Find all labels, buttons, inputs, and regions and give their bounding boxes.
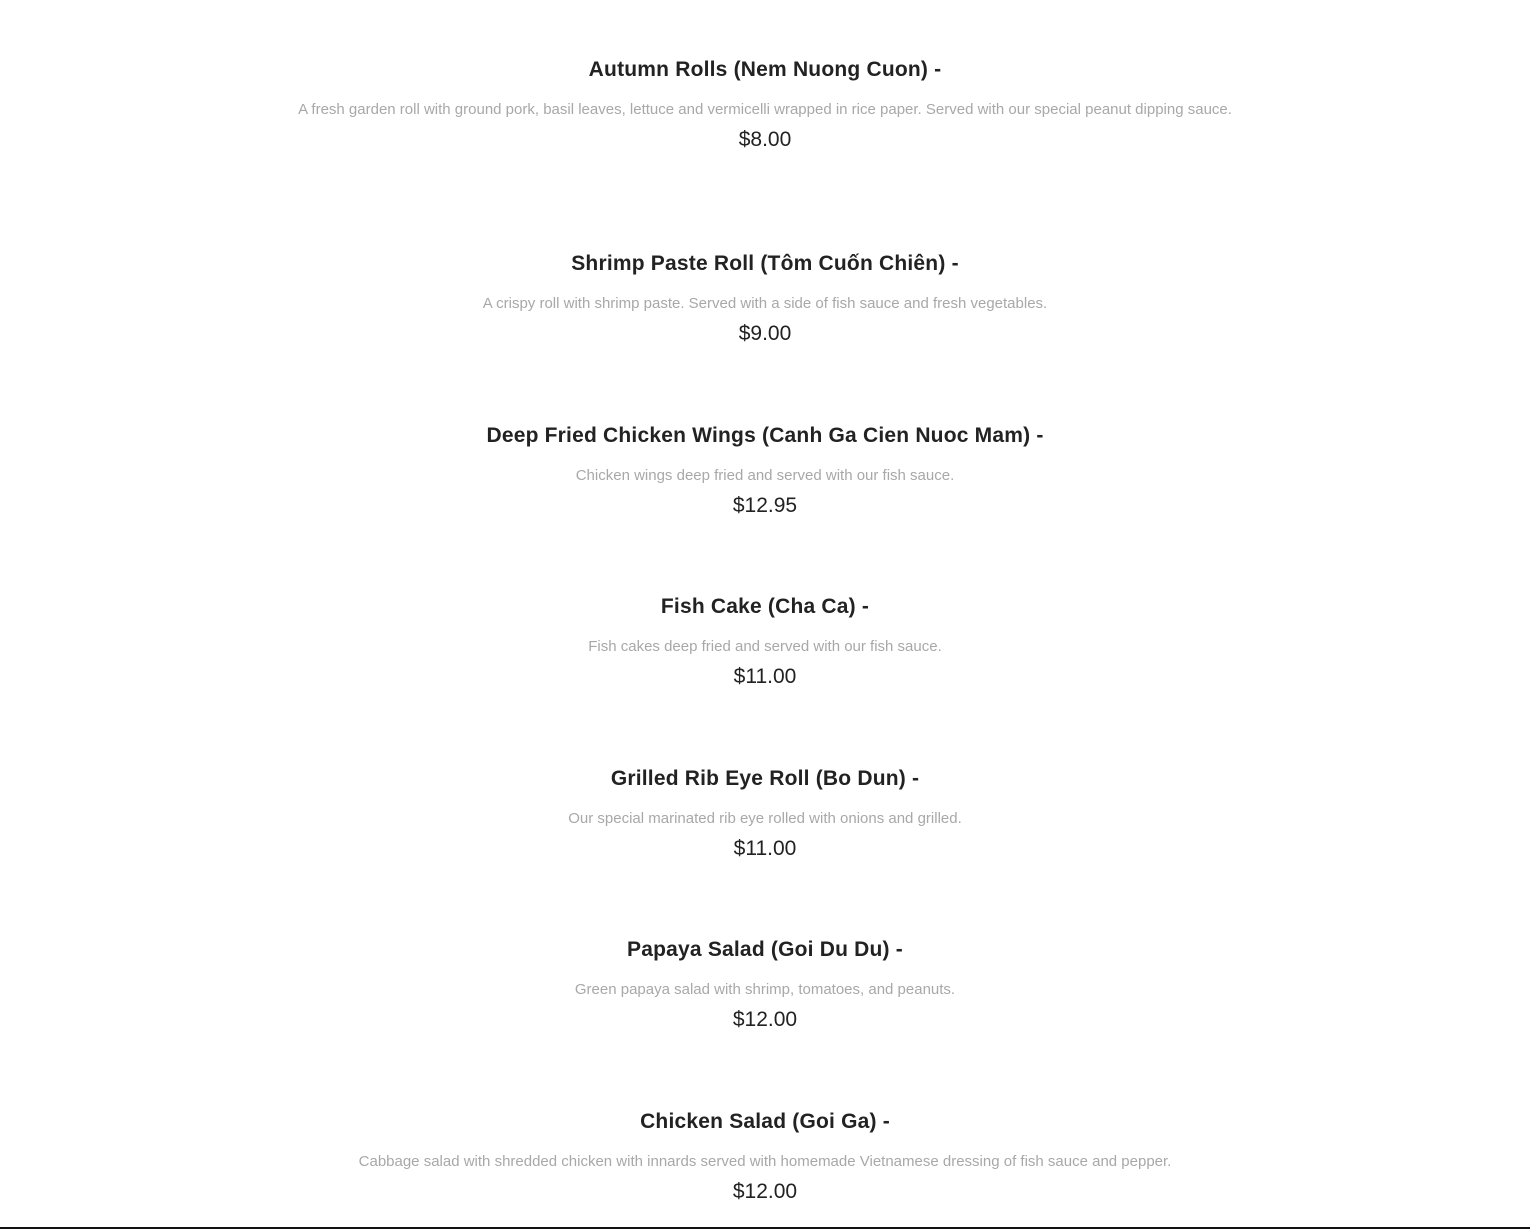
- item-description: A fresh garden roll with ground pork, basil leaves, lettuce and vermicelli wrapped in rice paper. Served with our special peanut dipping sauce.: [298, 101, 1232, 118]
- menu-item-chicken-wings: [280, 423, 1250, 519]
- item-title: Deep Fried Chicken Wings (Canh Ga Cien Nuoc Mam) -: [486, 424, 1044, 447]
- item-price: $8.00: [738, 128, 792, 151]
- item-price: $11.00: [733, 837, 797, 860]
- item-description: Chicken wings deep fried and served with our fish sauce.: [575, 467, 955, 484]
- item-title: Autumn Rolls (Nem Nuong Cuon) -: [588, 58, 942, 81]
- item-title: Fish Cake (Cha Ca) -: [660, 595, 870, 618]
- menu-item-fish-cake: [280, 594, 1250, 690]
- item-price: $12.95: [732, 494, 798, 517]
- item-price: $12.00: [732, 1008, 798, 1031]
- menu-item-chicken-salad: [280, 1109, 1250, 1205]
- item-description: Cabbage salad with shredded chicken with innards served with homemade Vietnamese dressing of fish sauce and pepper.: [358, 1153, 1172, 1170]
- item-description: A crispy roll with shrimp paste. Served with a side of fish sauce and fresh vegetables.: [482, 295, 1048, 312]
- item-description: Green papaya salad with shrimp, tomatoes, and peanuts.: [574, 981, 956, 998]
- item-title: Papaya Salad (Goi Du Du) -: [627, 938, 903, 961]
- item-title: Shrimp Paste Roll (Tôm Cuốn Chiên) -: [571, 252, 959, 275]
- item-description: Our special marinated rib eye rolled with onions and grilled.: [568, 810, 962, 827]
- item-price: $12.00: [732, 1180, 798, 1203]
- menu-item-papaya-salad: [280, 937, 1250, 1033]
- item-price: $9.00: [738, 322, 792, 345]
- menu-item-autumn-rolls: [280, 57, 1250, 153]
- item-description: Fish cakes deep fried and served with our fish sauce.: [588, 638, 942, 655]
- menu-item-shrimp-paste-roll: [280, 251, 1250, 347]
- item-title: Grilled Rib Eye Roll (Bo Dun) -: [610, 767, 920, 790]
- item-price: $11.00: [733, 665, 797, 688]
- menu-item-rib-eye-roll: [280, 766, 1250, 862]
- item-title: Chicken Salad (Goi Ga) -: [640, 1110, 890, 1133]
